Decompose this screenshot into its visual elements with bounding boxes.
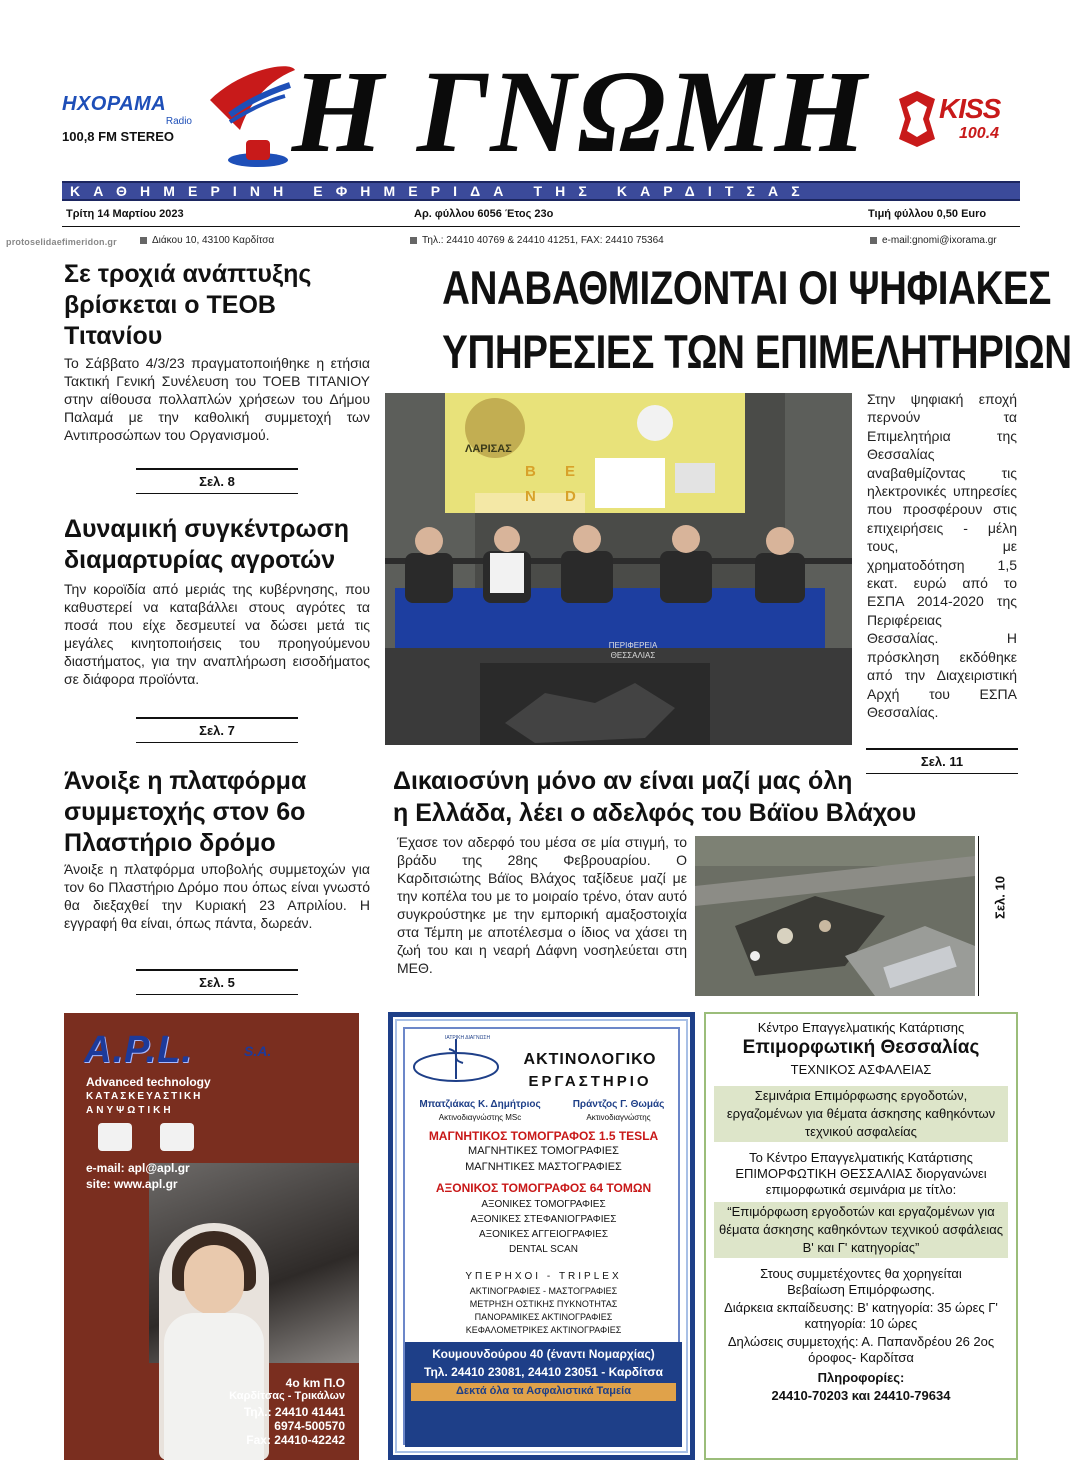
radio-left-sub: Radio	[165, 116, 192, 127]
radio-left-freq: 100,8 FM STEREO	[62, 129, 174, 144]
other-item: ΚΕΦΑΛΟΜΕΤΡΙΚΕΣ ΑΚΤΙΝΟΓΡΑΦΙΕΣ	[465, 1325, 622, 1335]
radio-right-freq: 100.4	[959, 125, 1000, 142]
apl-fax: Fax: 24410-42242	[246, 1433, 345, 1447]
phones-line	[410, 235, 664, 246]
plastiras-body: Άνοιξε η πλατφόρμα υποβολής συμμετοχών για τον 6ο Πλαστήριο Δρόμο που όπως είναι γνωστό θα διεξαχθεί την Κυριακή 23 Απριλίου. Η εγγραφή θα είναι, όπως πάντα, δωρεάν.	[64, 861, 370, 931]
radio-ixorama-logo	[62, 93, 202, 144]
doctor2-role: Ακτινοδιαγνώστης	[586, 1113, 651, 1122]
bullet-square-icon	[410, 237, 417, 244]
teob-body: Το Σάββατο 4/3/23 πραγματοποιήθηκε η ετήσια Τακτική Γενική Συνέλευση του ΤΟΕΒ ΤΙΤΑΝΙΟΥ στην αίθουσα πολλαπλών χρήσεων του Δήμου Παλαμά με την καθολική συμμετοχή των Αντιπροσώπων του Οργανισμού.	[64, 355, 370, 443]
train-crash-illustration	[695, 836, 975, 996]
training-subtitle: ΤΕΧΝΙΚΟΣ ΑΣΦΑΛΕΙΑΣ	[790, 1062, 932, 1077]
conference-letter-d: D	[565, 488, 576, 505]
apl-type-line2: ΑΝΥΨΩΤΙΚΗ	[86, 1105, 174, 1116]
training-info-label: Πληροφορίες:	[817, 1370, 905, 1385]
conference-letter-n: N	[525, 488, 536, 505]
teob-page-ref	[136, 468, 298, 494]
conference-photo	[385, 393, 852, 745]
apl-model-face	[184, 1245, 244, 1315]
mri-heading: ΜΑΓΝΗΤΙΚΟΣ ΤΟΜΟΓΡΑΦΟΣ 1.5 TESLA	[428, 1129, 659, 1143]
xray-phones: Τηλ. 24410 23081, 24410 23051 - Καρδίτσα	[424, 1365, 663, 1379]
tuv-cert-icon	[160, 1123, 194, 1151]
main-page-label: Σελ. 11	[920, 754, 964, 769]
main-body: Στην ψηφιακή εποχή περνούν τα Επιμελητήρια της Θεσσαλίας αναβαθμίζοντας τις ηλεκτρονικές υπηρεσίες που προσφέρουν στις επιχειρήσεις - μέλη τους, με χρηματοδότηση 1,5 εκατ. ευρώ από το ΕΣΠΑ 2014-2020 της Περιφέρειας Θεσσαλίας. Η πρόσκληση εκδόθηκε από την Διαχειριστική Αρχή του ΕΣΠΑ Θεσσαλίας.	[867, 391, 1017, 720]
training-box2: “Επιμόρφωση εργοδοτών και εργαζομένων για θέματα άσκησης καθηκόντων τεχνικού ασφάλειας Β' και Γ' κατηγορίας”	[714, 1202, 1008, 1258]
plastiras-page-label: Σελ. 5	[199, 975, 235, 990]
xray-title-line2: ΕΡΓΑΣΤΗΡΙΟ	[528, 1073, 652, 1090]
training-box1: Σεμινάρια Επιμόρφωσης εργοδοτών, εργαζομένων για θέματα άσκησης καθηκόντων τεχνικού ασφαλείας	[714, 1086, 1008, 1142]
farmers-page-ref	[136, 717, 298, 743]
apl-title: A.P.L.	[84, 1029, 193, 1071]
masthead-banner	[62, 181, 1020, 201]
kiss-lips-icon	[893, 89, 941, 149]
plastiras-headline: Άνοιξε η πλατφόρμα συμμετοχής στον 6ο Πλαστήριο δρόμο	[64, 767, 307, 857]
training-para3: Διάρκεια εκπαίδευσης: Β' κατηγορία: 35 ώρες Γ' κατηγορία: 10 ώρες	[724, 1300, 998, 1331]
training-name: Επιμορφωτική Θεσσαλίας	[742, 1037, 980, 1058]
bullet-square-icon	[870, 237, 877, 244]
issue-date: Τρίτη 14 Μαρτίου 2023	[66, 208, 184, 220]
apl-type-line1: ΚΑΤΑΣΚΕΥΑΣΤΙΚΗ	[86, 1091, 203, 1102]
mri-item: ΜΑΓΝΗΤΙΚΕΣ ΤΟΜΟΓΡΑΦΙΕΣ	[468, 1145, 619, 1157]
apl-phone2: 6974-500570	[274, 1419, 345, 1433]
apl-address-line2: Καρδίτσας - Τρικάλων	[229, 1390, 345, 1402]
main-headline-line2: ΥΠΗΡΕΣΙΕΣ ΤΩΝ ΕΠΙΜΕΛΗΤΗΡΙΩΝ	[442, 325, 1072, 378]
address-line	[140, 235, 274, 246]
training-para1: Το Κέντρο Επαγγελματικής Κατάρτισης ΕΠΙΜΟΡΦΩΤΙΚΗ ΘΕΣΣΑΛΙΑΣ διοργανώνει επιμορφωτικά σεμινάρια με τίτλο:	[735, 1150, 987, 1197]
phones-text: Τηλ.: 24410 40769 & 24410 41251, FAX: 24410 75364	[422, 235, 664, 246]
other-item: ΑΚΤΙΝΟΓΡΑΦΙΕΣ - ΜΑΣΤΟΓΡΑΦΙΕΣ	[469, 1286, 618, 1296]
vlachos-page-ref	[990, 870, 1010, 930]
xray-lab-inner	[403, 1027, 680, 1445]
plastiras-page-ref	[136, 969, 298, 995]
other-item: ΜΕΤΡΗΣΗ ΟΣΤΙΚΗΣ ΠΥΚΝΟΤΗΤΑΣ	[469, 1299, 618, 1309]
issue-number: Αρ. φύλλου 6056 Έτος 23ο	[414, 208, 554, 220]
issue-price: Τιμή φύλλου 0,50 Euro	[868, 208, 987, 220]
vlachos-headline-line1: Δικαιοσύνη μόνο αν είναι μαζί μας όλη	[393, 767, 853, 795]
vlachos-body: Έχασε τον αδερφό του μέσα σε μία στιγμή, το βράδυ της 28ης Φεβρουαρίου. Ο Καρδιτσιώτης Βάϊος Βλάχος ταξίδευε μαζί με την κοπέλα του με το μοιραίο τρένο, όταν αυτό συγκρούστηκε με την εμπορική αμαξοστοιχία στα Τέμπη με αποτέλεσμα ο ίδιος να χάσει τη ζωή του και η νεαρή Δάφνη νοσηλεύεται στη ΜΕΘ.	[397, 834, 687, 976]
xray-insurance: Δεκτά όλα τα Ασφαλιστικά Ταμεία	[455, 1385, 631, 1397]
apl-suffix: S.A.	[244, 1043, 272, 1059]
farmers-headline: Δυναμική συγκέντρωση διαμαρτυρίας αγροτών	[64, 515, 349, 574]
email-text: e-mail:gnomi@ixorama.gr	[882, 235, 997, 246]
radio-kiss-logo	[893, 85, 1023, 165]
mri-item: ΜΑΓΝΗΤΙΚΕΣ ΜΑΣΤΟΓΡΑΦΙΕΣ	[465, 1161, 622, 1173]
main-headline-line1: ΑΝΑΒΑΘΜΙΖΟΝΤΑΙ ΟΙ ΨΗΦΙΑΚΕΣ	[442, 261, 1051, 314]
train-crash-photo	[695, 836, 975, 996]
training-para2: Στους συμμετέχοντες θα χορηγείται Βεβαίωση Επιμόρφωσης.	[760, 1266, 962, 1297]
farmers-page-label: Σελ. 7	[199, 723, 235, 738]
apl-site[interactable]: site: www.apl.gr	[86, 1177, 178, 1191]
other-item: ΠΑΝΟΡΑΜΙΚΕΣ ΑΚΤΙΝΟΓΡΑΦΙΕΣ	[474, 1312, 613, 1322]
masthead	[0, 0, 1083, 250]
apl-tagline: Advanced technology	[86, 1075, 211, 1089]
doctor1-role: Ακτινοδιαγνώστης MSc	[438, 1113, 522, 1122]
training-info-phones: 24410-70203 και 24410-79634	[771, 1388, 951, 1403]
ct-item: ΑΞΟΝΙΚΕΣ ΣΤΕΦΑΝΙΟΓΡΑΦΙΕΣ	[470, 1214, 617, 1225]
conference-letter-b: B	[525, 463, 536, 480]
medical-logo-text: ΙΑΤΡΙΚΗ ΔΙΑΓΝΩΣΗ	[445, 1035, 491, 1041]
other-heading: ΥΠΕΡΗΧΟΙ - TRIPLEX	[465, 1271, 622, 1282]
apl-phone1: Τηλ.: 24410 41441	[243, 1405, 345, 1419]
apl-email[interactable]: e-mail: apl@apl.gr	[86, 1161, 190, 1175]
conference-sign: ΠΕΡΙΦΕΡΕΙΑ ΘΕΣΣΑΛΙΑΣ	[608, 641, 658, 660]
doctor1-name: Μπατζιάκας Κ. Δημήτριος	[419, 1099, 541, 1110]
source-watermark: protoselidaefimeridon.gr	[6, 237, 117, 247]
training-para4: Δηλώσεις συμμετοχής: Α. Παπανδρέου 26 2ος όροφος- Καρδίτσα	[727, 1334, 995, 1365]
xray-lab-advertisement[interactable]	[388, 1012, 695, 1460]
ct-item: DENTAL SCAN	[509, 1244, 578, 1255]
newspaper-title: Η ΓΝΩΜΗ	[291, 46, 869, 177]
apl-advertisement[interactable]	[64, 1013, 359, 1460]
xray-title-line1: ΑΚΤΙΝΟΛΟΓΙΚΟ	[523, 1051, 657, 1068]
bullet-square-icon	[140, 237, 147, 244]
conference-letter-e: E	[565, 463, 576, 480]
doctor2-name: Πράντζος Γ. Θωμάς	[572, 1099, 665, 1110]
ct-item: ΑΞΟΝΙΚΕΣ ΑΓΓΕΙΟΓΡΑΦΙΕΣ	[478, 1229, 609, 1240]
email-line	[870, 235, 997, 246]
training-center-advertisement[interactable]	[704, 1012, 1018, 1460]
masthead-banner-text: ΚΑΘΗΜΕΡΙΝΗ ΕΦΗΜΕΡΙΔΑ ΤΗΣ ΚΑΡΔΙΤΣΑΣ	[70, 183, 813, 199]
conference-logo-text: ΛΑΡΙΣΑΣ	[465, 443, 512, 455]
teob-page-label: Σελ. 8	[199, 474, 235, 489]
radio-right-name: KISS	[939, 93, 1001, 124]
tuv-cert-icon	[98, 1123, 132, 1151]
ct-heading: ΑΞΟΝΙΚΟΣ ΤΟΜΟΓΡΑΦΟΣ 64 ΤΟΜΩΝ	[435, 1181, 652, 1195]
medical-logo-icon	[411, 1035, 501, 1085]
radio-left-name: ΗΧΟΡΑΜΑ	[62, 93, 167, 115]
address-text: Διάκου 10, 43100 Καρδίτσα	[152, 235, 275, 246]
apl-address-line1: 4o km Π.Ο	[285, 1376, 345, 1390]
masthead-rule	[62, 226, 1020, 227]
conference-photo-illustration	[385, 393, 852, 745]
ct-item: ΑΞΟΝΙΚΕΣ ΤΟΜΟΓΡΑΦΙΕΣ	[481, 1199, 606, 1210]
xray-address: Κουμουνδούρου 40 (έναντι Νομαρχίας)	[432, 1347, 655, 1361]
vlachos-headline-line2: η Ελλάδα, λέει ο αδελφός του Βάϊου Βλάχου	[393, 799, 917, 827]
vlachos-page-rule	[978, 836, 979, 996]
vlachos-page-label: Σελ. 10	[992, 876, 1008, 919]
training-org: Κέντρο Επαγγελματικής Κατάρτισης	[757, 1020, 965, 1035]
teob-headline: Σε τροχιά ανάπτυξης βρίσκεται ο ΤΕΟΒ Τιτανίου	[64, 260, 312, 350]
farmers-body: Την κοροϊδία από μεριάς της κυβέρνησης, που καθυστερεί να καταβάλλει στους αγρότες τα ποσά που είχε δεσμευτεί να δώσει μετά τις μεγάλες κινητοποιήσεις του προηγούμενου διαστήματος, για την αναπλήρωση εισοδήματος σε διάφορα προϊόντα.	[64, 581, 370, 687]
